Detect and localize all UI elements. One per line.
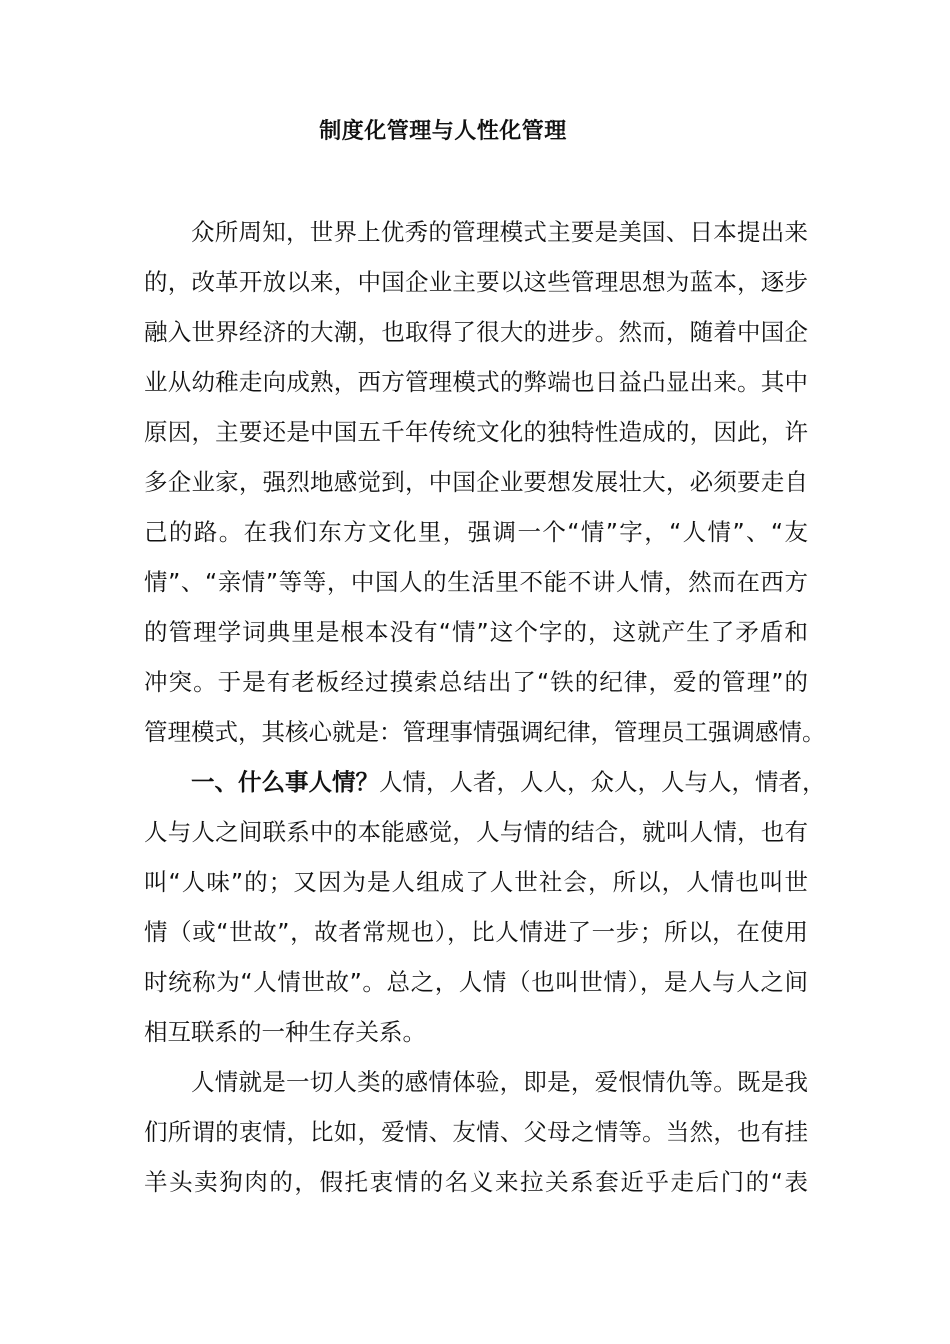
line-text: 人与人之间联系中的本能感觉，人与情的结合，就叫人情，也有 [144, 818, 808, 846]
paragraph-line [144, 1107, 808, 1157]
section-heading: 一、什么事人情？ [191, 768, 379, 796]
paragraph-line [144, 907, 808, 957]
line-text: 的，改革开放以来，中国企业主要以这些管理思想为蓝本，逐步 [144, 268, 808, 296]
document-body [144, 207, 826, 1207]
line-text: 们所谓的衷情，比如，爱情、友情、父母之情等。当然，也有挂 [144, 1118, 808, 1146]
paragraph-line [144, 257, 808, 307]
paragraph-line [144, 507, 808, 557]
paragraph-line [144, 957, 808, 1007]
line-text: 原因，主要还是中国五千年传统文化的独特性造成的，因此，许 [144, 418, 808, 446]
line-text: 多企业家，强烈地感觉到，中国企业要想发展壮大，必须要走自 [144, 468, 808, 496]
line-text: 人情就是一切人类的感情体验，即是，爱恨情仇等。既是我 [191, 1068, 808, 1096]
paragraph-line [144, 457, 808, 507]
line-text: 众所周知，世界上优秀的管理模式主要是美国、日本提出来 [191, 218, 808, 246]
document-title: 制度化管理与人性化管理 [319, 119, 567, 144]
paragraph-line [144, 657, 808, 707]
paragraph-line [144, 757, 826, 807]
paragraph-line [144, 407, 808, 457]
line-text: 己的路。在我们东方文化里，强调一个“情”字，“人情”、“友 [144, 518, 808, 546]
paragraph-line [144, 557, 808, 607]
line-text: 情（或“世故”，故者常规也），比人情进了一步；所以，在使用 [144, 918, 808, 946]
paragraph-line [144, 807, 808, 857]
paragraph-line [144, 607, 808, 657]
line-text: 羊头卖狗肉的，假托衷情的名义来拉关系套近乎走后门的“表 [144, 1168, 808, 1196]
paragraph-line [144, 1057, 808, 1107]
line-text [191, 757, 826, 807]
paragraph-line [144, 707, 826, 757]
line-text: 叫“人味”的；又因为是人组成了人世社会，所以，人情也叫世 [144, 868, 808, 896]
line-text: 管理模式，其核心就是：管理事情强调纪律，管理员工强调感情。 [144, 718, 826, 746]
line-text: 融入世界经济的大潮，也取得了很大的进步。然而，随着中国企 [144, 318, 808, 346]
line-text: 情”、“亲情”等等，中国人的生活里不能不讲人情，然而在西方 [144, 568, 808, 596]
line-text: 的管理学词典里是根本没有“情”这个字的，这就产生了矛盾和 [144, 618, 808, 646]
paragraph-line [144, 1157, 808, 1207]
line-text: 相互联系的一种生存关系。 [144, 1018, 426, 1046]
paragraph-line [144, 207, 808, 257]
paragraph-line [144, 357, 808, 407]
paragraph-line [144, 857, 808, 907]
paragraph-line [144, 1007, 808, 1057]
line-text: 时统称为“人情世故”。总之，人情（也叫世情），是人与人之间 [144, 968, 808, 996]
line-text: 冲突。于是有老板经过摸索总结出了“铁的纪律，爱的管理”的 [144, 668, 808, 696]
paragraph-line [144, 307, 808, 357]
line-text-rest: 人情，人者，人人，众人，人与人，情者， [379, 768, 826, 796]
line-text: 业从幼稚走向成熟，西方管理模式的弊端也日益凸显出来。其中 [144, 368, 808, 396]
